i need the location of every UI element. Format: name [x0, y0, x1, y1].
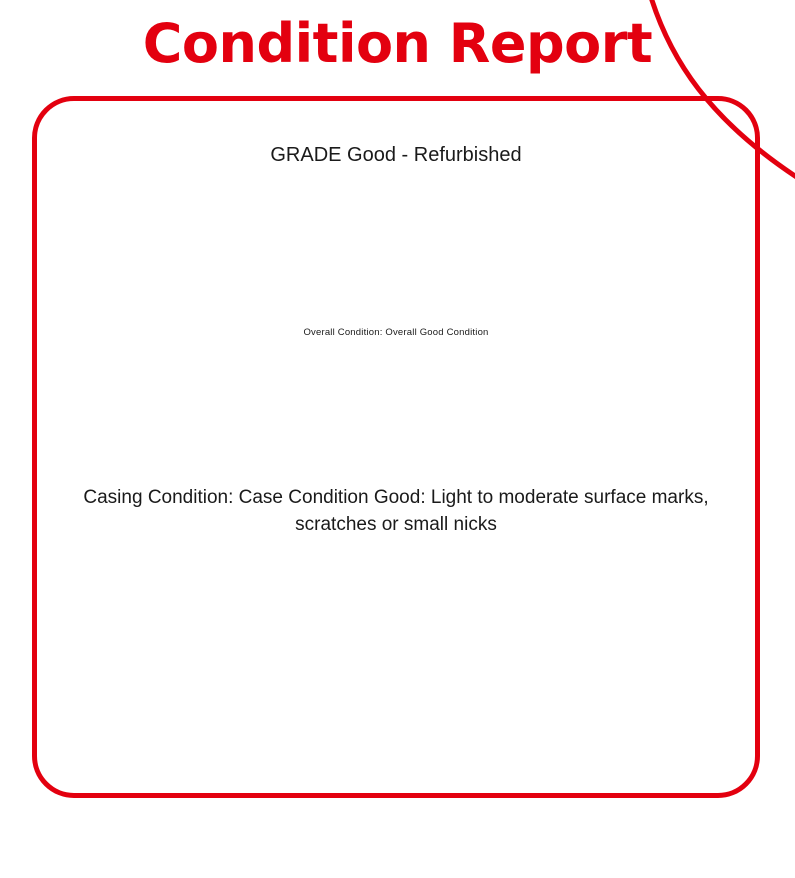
page-title: Condition Report [142, 12, 653, 75]
grade-line: GRADE Good - Refurbished [270, 144, 522, 166]
casing-condition-line: Casing Condition: Case Condition Good: Light to moderate surface marks, scratches or small nicks [83, 487, 709, 535]
overall-condition-line: Overall Condition: Overall Good Condition [303, 327, 489, 338]
report-border-frame [32, 96, 760, 798]
